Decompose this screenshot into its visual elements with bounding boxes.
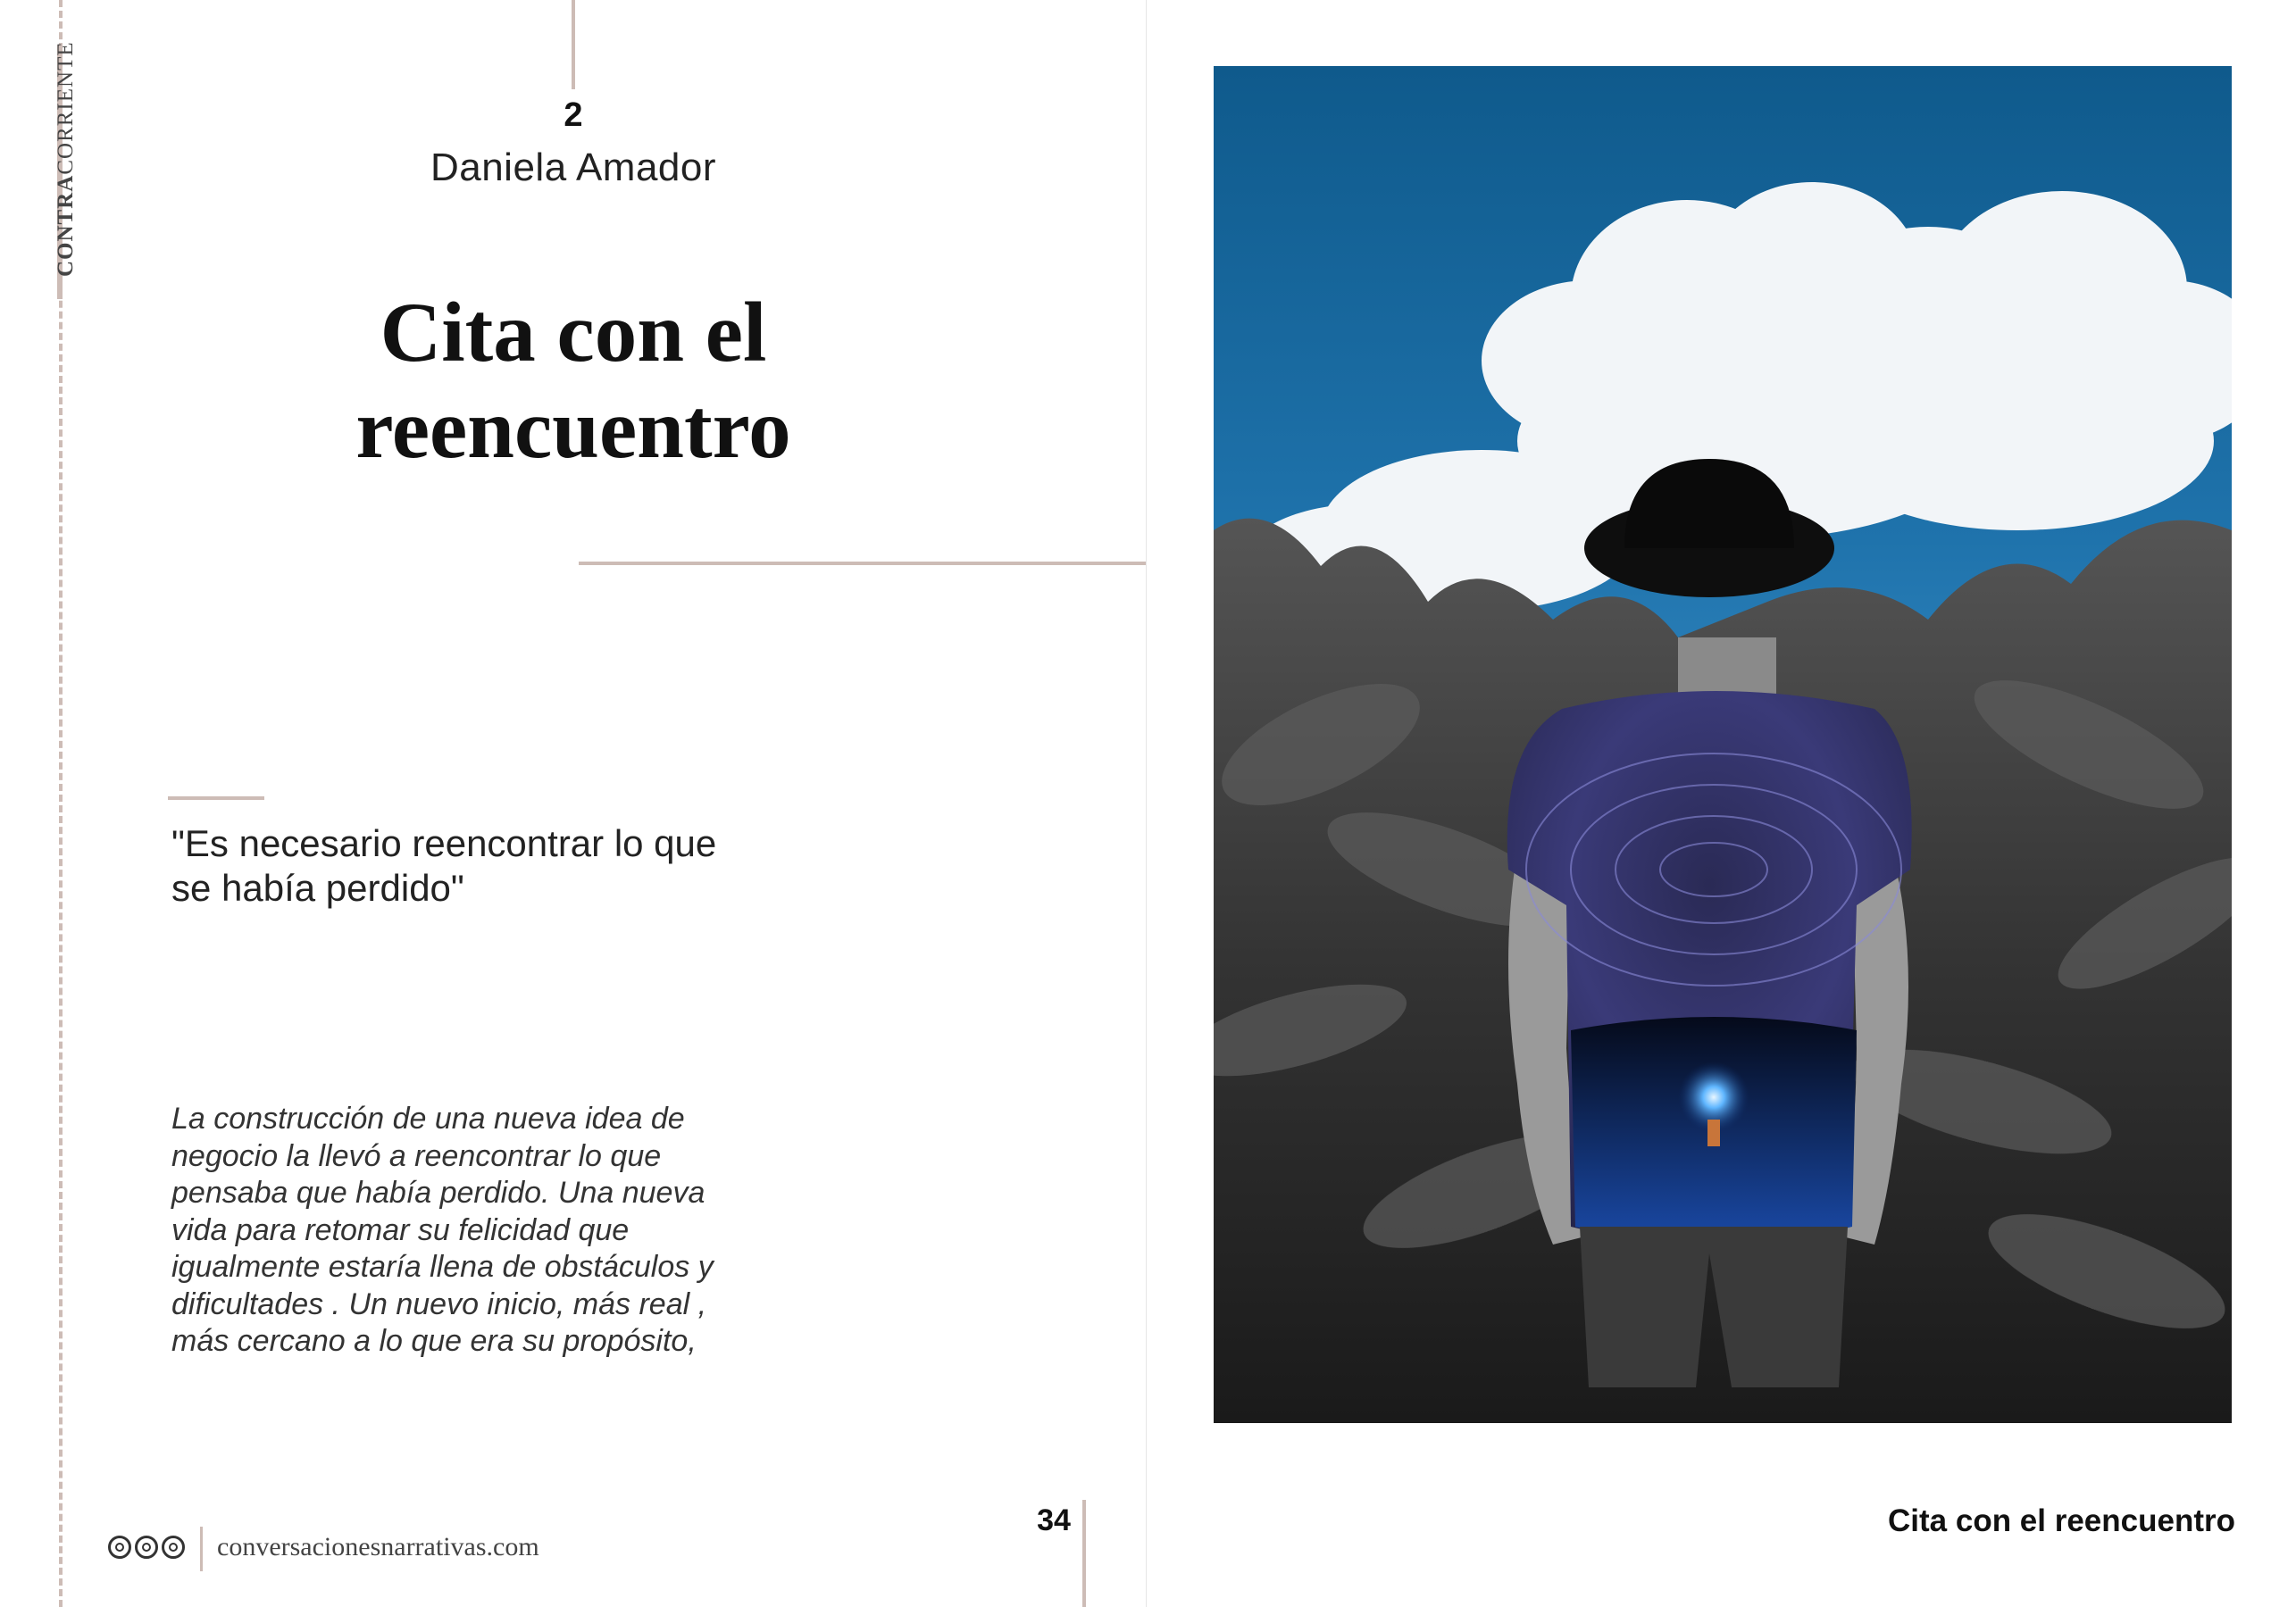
chapter-number: 2	[564, 96, 583, 134]
quote-rule	[168, 796, 264, 800]
license-icons	[108, 1536, 185, 1559]
left-page	[0, 0, 1146, 1607]
series-rule	[579, 562, 1146, 565]
pull-quote: "Es necesario reencontrar lo que se había perdido"	[171, 822, 717, 909]
running-title: Cita con el reencuentro	[1888, 1503, 2235, 1538]
brand-part-1: CONTRA	[54, 174, 78, 277]
by-icon	[135, 1536, 158, 1559]
page-number-rule	[1082, 1500, 1086, 1607]
nc-icon	[162, 1536, 185, 1559]
page-title	[259, 284, 888, 477]
author-name: Daniela Amador	[430, 146, 717, 189]
title-line-2: reencuentro	[355, 381, 791, 476]
cover-photo	[1214, 66, 2232, 1423]
page-number: 34	[1037, 1503, 1071, 1537]
brand-part-2: CORRIENTE	[54, 41, 78, 175]
cc-icon	[108, 1536, 131, 1559]
body-paragraph: La construcción de una nueva idea de negocio la llevó a reencontrar lo que pensaba que había perdido. Una nueva vida para retomar su felicidad que igualmente estaría llena de obstáculos y dificultades . Un nuevo inicio, más real , más cercano a lo que era su propósito,	[171, 1102, 714, 1358]
top-vertical-rule	[572, 0, 575, 89]
brand-vertical-label	[54, 41, 79, 277]
title-line-1: Cita con el	[380, 285, 767, 379]
site-link[interactable]: conversacionesnarrativas.com	[217, 1532, 539, 1561]
footer-divider	[200, 1527, 203, 1571]
